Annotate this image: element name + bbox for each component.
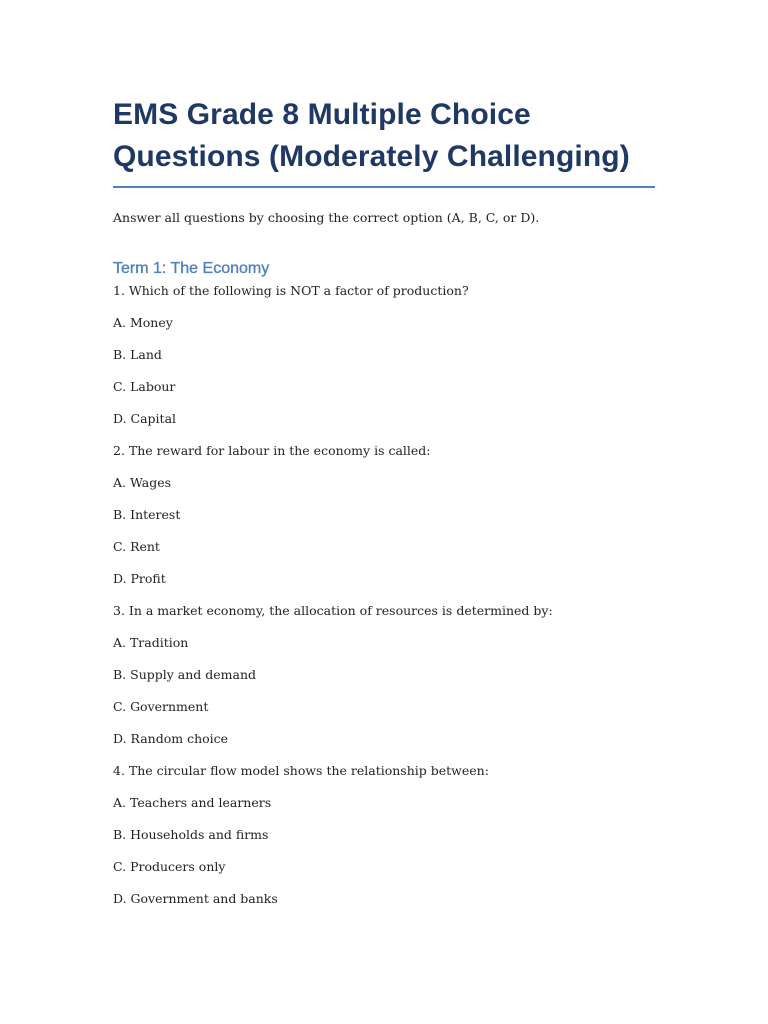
question-text: 1. Which of the following is NOT a factor of production? bbox=[113, 283, 469, 298]
answer-option: D. Profit bbox=[113, 571, 166, 586]
answer-option: C. Rent bbox=[113, 539, 160, 554]
answer-option: C. Government bbox=[113, 699, 209, 714]
answer-option: D. Capital bbox=[113, 411, 177, 426]
question-text: 3. In a market economy, the allocation of resources is determined by: bbox=[113, 603, 553, 618]
instructions-text: Answer all questions by choosing the correct option (A, B, C, or D). bbox=[113, 210, 540, 225]
answer-option: A. Tradition bbox=[113, 635, 189, 650]
document-title: EMS Grade 8 Multiple Choice Questions (Moderately Challenging) bbox=[113, 94, 655, 188]
question-text: 4. The circular flow model shows the relationship between: bbox=[113, 763, 489, 778]
answer-option: C. Labour bbox=[113, 379, 176, 394]
document-page bbox=[113, 94, 655, 923]
answer-option: B. Interest bbox=[113, 507, 181, 522]
answer-option: A. Money bbox=[113, 315, 173, 330]
answer-option: C. Producers only bbox=[113, 859, 226, 874]
answer-option: A. Teachers and learners bbox=[113, 795, 272, 810]
question-list bbox=[113, 283, 655, 923]
section-heading: Term 1: The Economy bbox=[113, 260, 270, 277]
answer-option: D. Government and banks bbox=[113, 891, 278, 906]
answer-option: B. Supply and demand bbox=[113, 667, 257, 682]
answer-option: D. Random choice bbox=[113, 731, 229, 746]
answer-option: B. Land bbox=[113, 347, 162, 362]
question-text: 2. The reward for labour in the economy is called: bbox=[113, 443, 431, 458]
answer-option: B. Households and firms bbox=[113, 827, 269, 842]
answer-option: A. Wages bbox=[113, 475, 172, 490]
